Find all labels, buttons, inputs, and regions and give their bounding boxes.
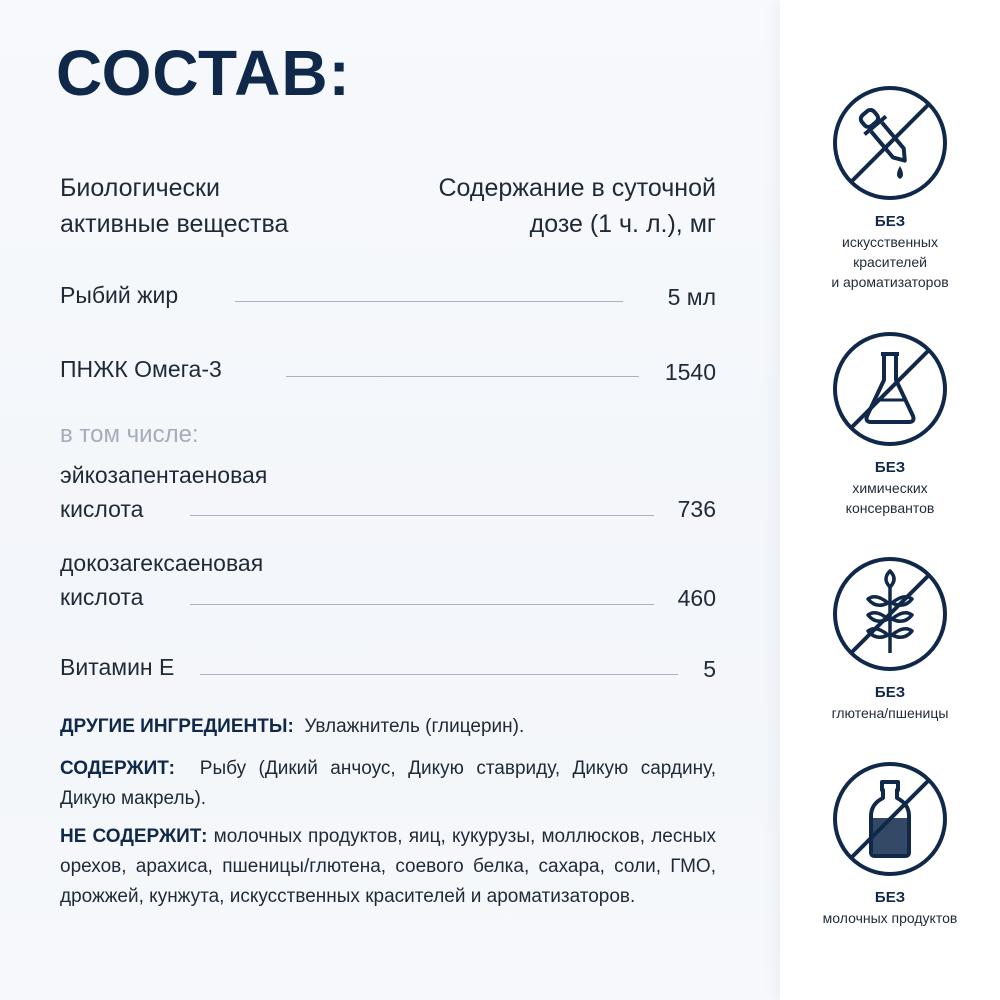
page-title: СОСТАВ: bbox=[56, 37, 351, 109]
row-value-vitamin-e: 5 bbox=[703, 656, 716, 682]
no-wheat-icon bbox=[831, 555, 949, 673]
badge-no-dyes bbox=[780, 84, 1000, 292]
column-header-content: Содержание в суточной дозе (1 ч. л.), мг bbox=[438, 174, 716, 238]
not-contains-label: НЕ СОДЕРЖИТ: bbox=[60, 826, 208, 847]
subhead-including: в том числе: bbox=[60, 421, 199, 448]
row-label-fish-oil: Рыбий жир bbox=[60, 282, 179, 308]
row-label-omega3: ПНЖК Омега-3 bbox=[60, 356, 222, 382]
row-label-epa: эйкозапентаеновая кислота bbox=[60, 462, 268, 522]
badge-description: глютена/пшеницы bbox=[831, 705, 949, 721]
badge-no-dairy bbox=[780, 760, 1000, 928]
badge-title: БЕЗ bbox=[874, 213, 906, 230]
badge-title: БЕЗ bbox=[874, 459, 906, 476]
row-divider bbox=[200, 674, 678, 675]
row-label-dha: докозагексаеновая кислота bbox=[60, 550, 264, 610]
no-flask-icon bbox=[831, 330, 949, 448]
badge-title: БЕЗ bbox=[874, 684, 906, 701]
row-divider bbox=[190, 604, 654, 605]
row-value-omega3: 1540 bbox=[664, 359, 716, 385]
not-contains-text: молочных продуктов, яиц, кукурузы, моллюсков, лесных орехов, арахиса, пшеницы/глютена, соевого белка, сахара, соли, ГМО, дрожжей, кунжута, искусственных красителей и ароматизаторов. bbox=[60, 826, 717, 907]
badge-description: химических консервантов bbox=[845, 480, 935, 516]
contains-label: СОДЕРЖИТ: bbox=[60, 758, 175, 779]
row-divider bbox=[190, 515, 654, 516]
no-milk-bottle-icon bbox=[831, 760, 949, 878]
row-label-vitamin-e: Витамин Е bbox=[60, 654, 175, 680]
row-value-fish-oil: 5 мл bbox=[667, 284, 716, 310]
no-dropper-icon bbox=[831, 84, 949, 202]
column-header-substances: Биологически активные вещества bbox=[60, 174, 289, 238]
not-contains-block bbox=[60, 822, 716, 912]
badge-description: искусственных красителей и ароматизаторов bbox=[831, 234, 949, 290]
other-ingredients bbox=[60, 712, 716, 742]
row-divider bbox=[235, 301, 623, 302]
free-from-sidebar bbox=[780, 0, 1000, 1000]
badge-no-gluten bbox=[780, 555, 1000, 723]
row-value-dha: 460 bbox=[677, 585, 716, 611]
contains-text: Рыбу (Дикий анчоус, Дикую ставриду, Дикую сардину, Дикую макрель). bbox=[60, 758, 716, 809]
other-ingredients-text: Увлажнитель (глицерин). bbox=[304, 716, 525, 737]
row-value-epa: 736 bbox=[677, 496, 716, 522]
badge-title: БЕЗ bbox=[874, 889, 906, 906]
badge-no-preservatives bbox=[780, 330, 1000, 518]
badge-description: молочных продуктов bbox=[822, 910, 958, 926]
row-divider bbox=[286, 376, 639, 377]
other-ingredients-label: ДРУГИЕ ИНГРЕДИЕНТЫ: bbox=[60, 716, 294, 737]
contains-block bbox=[60, 754, 716, 814]
